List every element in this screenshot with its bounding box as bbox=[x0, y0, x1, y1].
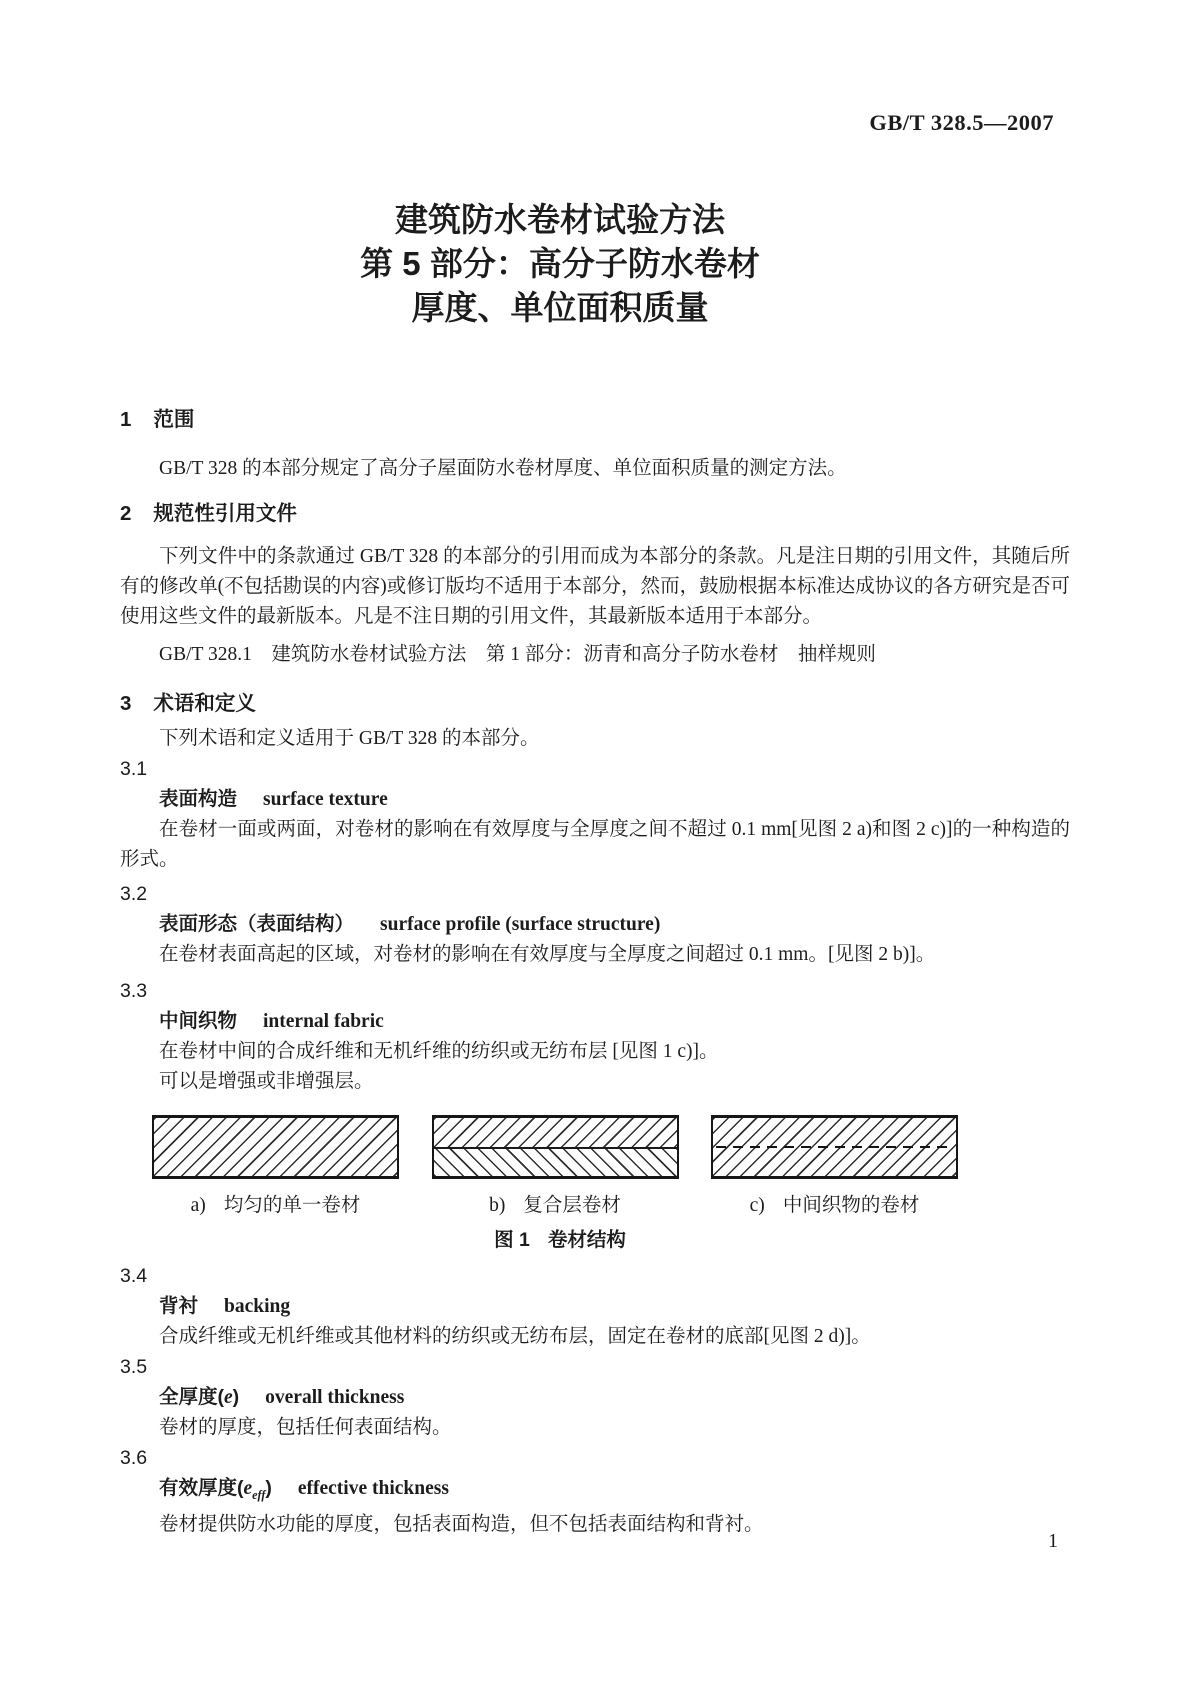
figure-label-a-text: 均匀的单一卷材 bbox=[223, 1195, 361, 1216]
section-1-heading bbox=[120, 404, 1070, 436]
section-2-paragraph: 下列文件中的条款通过 GB/T 328 的本部分的引用而成为本部分的条款。凡是注日期的引用文件，其随后所有的修改单(不包括勘误的内容)或修订版均不适用于本部分，然而，鼓励根据本标准达成协议的各方研究是否可使用这些文件的最新版本。凡是不注日期的引用文件，其最新版本适用于本部分。 bbox=[120, 546, 1070, 627]
term-3-6-en: effective thickness bbox=[297, 1478, 449, 1499]
term-3-3 bbox=[120, 1006, 1070, 1037]
page-number: 1 bbox=[1048, 1530, 1058, 1552]
definition-3-5: 卷材的厚度，包括任何表面结构。 bbox=[159, 1417, 452, 1438]
document-title bbox=[120, 198, 1070, 330]
clause-3-6-number: 3.6 bbox=[120, 1447, 148, 1469]
definition-3-2: 在卷材表面高起的区域，对卷材的影响在有效厚度与全厚度之间超过 0.1 mm。[见图 2 b)]。 bbox=[159, 944, 936, 965]
figure-label-b-text: 复合层卷材 bbox=[523, 1195, 621, 1216]
definition-3-6: 卷材提供防水功能的厚度，包括表面构造，但不包括表面结构和背衬。 bbox=[159, 1513, 764, 1535]
definition-3-3-note: 可以是增强或非增强层。 bbox=[159, 1071, 374, 1092]
term-3-6-zh-pre: 有效厚度( bbox=[159, 1477, 244, 1499]
title-line-2: 第 5 部分：高分子防水卷材 bbox=[360, 245, 760, 282]
term-3-3-en: internal fabric bbox=[263, 1011, 384, 1032]
clause-3-1-number: 3.1 bbox=[120, 758, 148, 780]
composite-top-layer-hatch bbox=[434, 1118, 677, 1147]
term-3-2-en: surface profile (surface structure) bbox=[380, 914, 661, 935]
term-3-4-en: backing bbox=[224, 1296, 291, 1317]
page-header bbox=[120, 0, 1070, 136]
term-3-6-symbol-subscript: eff bbox=[252, 1487, 266, 1502]
figure-label-b-tag: b) bbox=[489, 1195, 506, 1216]
term-3-5 bbox=[120, 1382, 1070, 1413]
title-line-3: 厚度、单位面积质量 bbox=[411, 289, 709, 326]
term-3-1-en: surface texture bbox=[263, 789, 388, 810]
section-2-title: 规范性引用文件 bbox=[153, 502, 297, 525]
figure-label-b bbox=[432, 1191, 679, 1221]
section-3-intro: 下列术语和定义适用于 GB/T 328 的本部分。 bbox=[159, 728, 540, 749]
section-2-number: 2 bbox=[120, 502, 132, 525]
section-1-number: 1 bbox=[120, 408, 132, 431]
section-1-paragraph: GB/T 328 的本部分规定了高分子屋面防水卷材厚度、单位面积质量的测定方法。 bbox=[159, 458, 847, 479]
clause-3-4-number: 3.4 bbox=[120, 1265, 148, 1287]
figure-label-c-tag: c) bbox=[749, 1195, 765, 1216]
term-3-2 bbox=[120, 909, 1070, 940]
figure-1-labels bbox=[152, 1191, 958, 1221]
term-3-6-symbol bbox=[243, 1478, 266, 1502]
term-3-4 bbox=[120, 1291, 1070, 1322]
figure-1-caption-title: 卷材结构 bbox=[547, 1229, 626, 1251]
composite-bottom-layer-hatch bbox=[434, 1147, 677, 1176]
term-3-5-en: overall thickness bbox=[265, 1387, 405, 1408]
term-3-4-zh: 背衬 bbox=[159, 1295, 199, 1317]
term-3-6 bbox=[120, 1473, 1070, 1510]
section-3-number: 3 bbox=[120, 692, 132, 715]
figure-panel-internal-fabric-sheet bbox=[711, 1115, 958, 1179]
figure-panel-homogeneous-sheet bbox=[152, 1115, 399, 1179]
section-2-heading bbox=[120, 498, 1070, 530]
section-3-title: 术语和定义 bbox=[153, 692, 256, 715]
section-2-reference: GB/T 328.1 建筑防水卷材试验方法 第 1 部分：沥青和高分子防水卷材 抽样规则 bbox=[159, 644, 876, 665]
internal-fabric-dashed-line bbox=[716, 1146, 953, 1148]
figure-label-c-text: 中间织物的卷材 bbox=[782, 1195, 920, 1216]
term-3-1-zh: 表面构造 bbox=[159, 788, 238, 810]
figure-label-a bbox=[152, 1191, 399, 1221]
clause-3-2-number: 3.2 bbox=[120, 883, 148, 905]
definition-3-4: 合成纤维或无机纤维或其他材料的纺织或无纺布层，固定在卷材的底部[见图 2 d)]。 bbox=[159, 1326, 871, 1347]
figure-label-a-tag: a) bbox=[190, 1195, 206, 1216]
term-3-3-zh: 中间织物 bbox=[159, 1010, 238, 1032]
term-3-6-symbol-base: e bbox=[243, 1478, 253, 1499]
figure-1 bbox=[120, 1115, 1070, 1255]
figure-1-panels bbox=[152, 1115, 958, 1179]
title-line-1: 建筑防水卷材试验方法 bbox=[395, 201, 725, 238]
figure-panel-composite-sheet bbox=[432, 1115, 679, 1179]
section-3-heading bbox=[120, 688, 1070, 720]
term-3-1 bbox=[120, 784, 1070, 815]
term-3-5-symbol: e bbox=[224, 1387, 233, 1408]
clause-3-5-number: 3.5 bbox=[120, 1356, 148, 1378]
clause-3-3-number: 3.3 bbox=[120, 980, 148, 1002]
term-3-5-zh-post: ) bbox=[232, 1386, 240, 1408]
term-3-5-zh-pre: 全厚度( bbox=[159, 1386, 224, 1408]
term-3-2-zh: 表面形态（表面结构） bbox=[159, 913, 355, 935]
definition-3-3: 在卷材中间的合成纤维和无机纤维的纺织或无纺布层 [见图 1 c)]。 bbox=[159, 1041, 719, 1062]
term-3-6-zh-post: ) bbox=[265, 1477, 272, 1499]
definition-3-1: 在卷材一面或两面，对卷材的影响在有效厚度与全厚度之间不超过 0.1 mm[见图 2 a)和图 2 c)]的一种构造的形式。 bbox=[120, 819, 1070, 870]
content-column bbox=[120, 0, 1070, 1540]
figure-1-caption-number: 图 1 bbox=[494, 1229, 530, 1251]
figure-1-caption bbox=[120, 1225, 1070, 1255]
section-1-title: 范围 bbox=[153, 408, 195, 431]
standard-code: GB/T 328.5—2007 bbox=[869, 110, 1054, 135]
figure-label-c bbox=[711, 1191, 958, 1221]
